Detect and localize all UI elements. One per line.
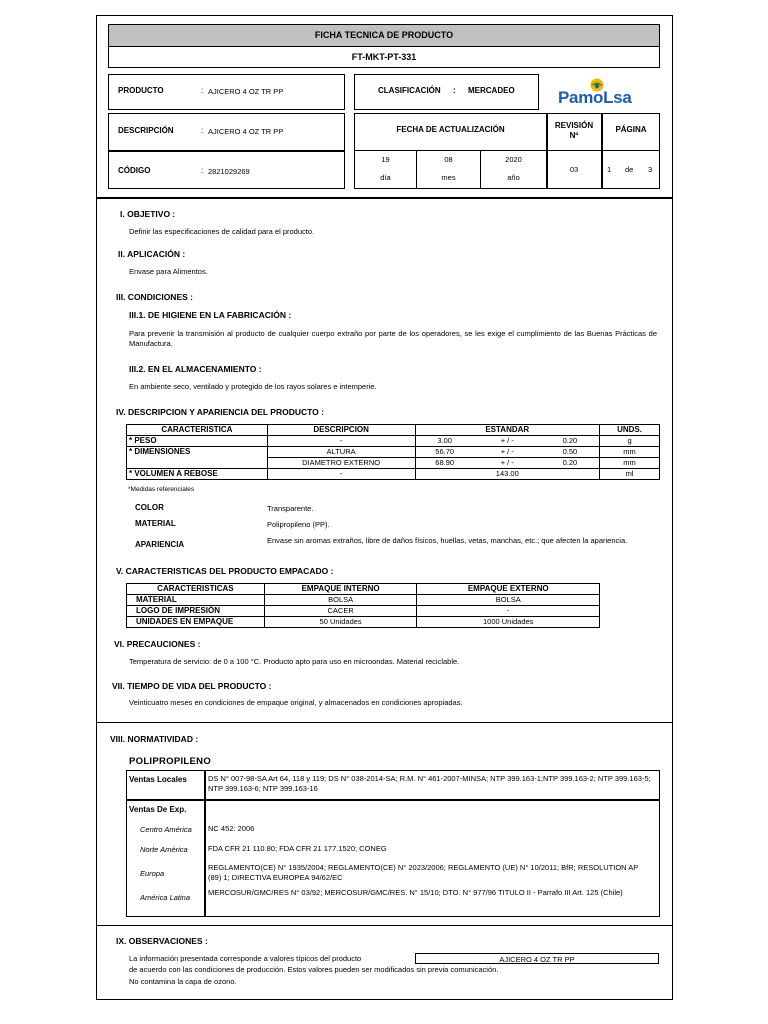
- spec-tolerancia: 0.20: [541, 436, 600, 447]
- color-label: COLOR: [135, 503, 164, 512]
- material-label: MATERIAL: [135, 519, 176, 528]
- observaciones-line1: La información presentada corresponde a valores típicos del producto: [129, 954, 362, 963]
- spec-valor: 3.00: [415, 436, 474, 447]
- section-tiempo-vida-title: VII. TIEMPO DE VIDA DEL PRODUCTO :: [112, 681, 272, 691]
- packaging-caracteristica: LOGO DE IMPRESIÓN: [127, 606, 265, 617]
- spec-valor: 143.00: [415, 469, 600, 480]
- spec-header-descripcion: DESCRIPCION: [267, 425, 415, 436]
- packaging-interno: 50 Unidades: [264, 617, 417, 628]
- material-value: Polipropileno (PP).: [267, 520, 330, 529]
- normatividad-exp-divider: [204, 800, 206, 917]
- page-total: 3: [648, 165, 653, 174]
- revision-label-no: Nº: [569, 131, 579, 140]
- fecha-mes-label: mes: [441, 173, 456, 182]
- table-row: [127, 606, 600, 617]
- section-higiene-text: Para prevenir la transmisión al producto de cualquier cuerpo extraño por parte de los operadores, se les exige el cumplimiento de las Buenas Prácticas de Manufactura.: [129, 329, 657, 348]
- codigo-colon: :: [201, 166, 204, 175]
- descripcion-value: AJICERO 4 OZ TR PP: [208, 127, 284, 136]
- packaging-table: [126, 583, 600, 628]
- pamolsa-logo: [556, 76, 640, 108]
- section-divider: [96, 722, 673, 723]
- region-america-latina: América Latina: [140, 893, 191, 902]
- apariencia-label: APARIENCIA: [135, 540, 185, 549]
- header-divider: [96, 197, 673, 199]
- spec-unidad: g: [600, 436, 660, 447]
- spec-descripcion: ALTURA: [267, 447, 415, 458]
- normatividad-locales-divider: [204, 770, 206, 800]
- spec-unidad: mm: [600, 447, 660, 458]
- spec-descripcion: -: [267, 436, 415, 447]
- spec-valor: 56.70: [415, 447, 474, 458]
- producto-value: AJICERO 4 OZ TR PP: [208, 87, 284, 96]
- ventas-locales-label: Ventas Locales: [129, 775, 187, 784]
- observaciones-line2: de acuerdo con las condiciones de producción. Estos valores pueden ser modificados sin previa comunicación.: [129, 965, 499, 974]
- table-row: [127, 617, 600, 628]
- spec-caracteristica: [127, 458, 268, 469]
- spec-tolerancia: 0.50: [541, 447, 600, 458]
- section-higiene-title: III.1. DE HIGIENE EN LA FABRICACIÓN :: [129, 310, 292, 320]
- color-value: Transparente.: [267, 504, 314, 513]
- fecha-hline-right: [546, 150, 660, 151]
- page-number: 1: [607, 165, 612, 174]
- codigo-label: CÓDIGO: [118, 166, 151, 175]
- fecha-anio-label: año: [507, 173, 520, 182]
- normatividad-exp-box: [126, 800, 660, 917]
- clasificacion-label: CLASIFICACIÓN: [378, 86, 441, 95]
- section-aplicacion-text: Envase para Alimentos.: [129, 267, 208, 276]
- packaging-interno: CACER: [264, 606, 417, 617]
- spec-unidad: mm: [600, 458, 660, 469]
- producto-label: PRODUCTO: [118, 86, 164, 95]
- section-almacenamiento-text: En ambiente seco, ventilado y protegido de los rayos solares e intemperie.: [129, 382, 377, 391]
- fecha-anio: 2020: [505, 155, 522, 164]
- spec-caracteristica: * DIMENSIONES: [127, 447, 268, 458]
- product-spec-table: [126, 424, 660, 480]
- observaciones-line3: No contamina la capa de ozono.: [129, 977, 237, 986]
- packaging-header-caracteristicas: CARACTERISTICAS: [127, 584, 265, 595]
- spec-descripcion: -: [267, 469, 415, 480]
- page-de: de: [625, 165, 634, 174]
- spec-header-unds: UNDS.: [600, 425, 660, 436]
- apariencia-value: Envase sin aromas extraños, libre de daños físicos, huellas, vetas, manchas, etc.; que afecten la apariencia.: [267, 536, 628, 545]
- norm-centro-america: NC 452: 2006: [208, 824, 255, 833]
- section-precauciones-title: VI. PRECAUCIONES :: [114, 639, 201, 649]
- spec-header-estandar: ESTANDAR: [415, 425, 600, 436]
- packaging-interno: BOLSA: [264, 595, 417, 606]
- document-code: FT-MKT-PT-331: [351, 52, 417, 62]
- fecha-mes: 08: [444, 155, 453, 164]
- table-row: [127, 436, 660, 447]
- spec-descripcion: DIAMETRO EXTERNO: [267, 458, 415, 469]
- norm-america-latina: MERCOSUR/GMC/RES N° 03/92; MERCOSUR/GMC/RES. N° 15/10; DTO. N° 977/96 TITULO II - Parrafo III Art. 125 (Chile): [208, 888, 623, 897]
- revision-value: 03: [569, 165, 579, 174]
- packaging-externo: 1000 Unidades: [417, 617, 600, 628]
- codigo-value: 2821029269: [208, 167, 250, 176]
- revision-label: REVISIÓN: [554, 121, 594, 130]
- observaciones-product: AJICERO 4 OZ TR PP: [415, 953, 659, 964]
- clasificacion-value: MERCADEO: [468, 86, 515, 95]
- spec-note: *Medidas referenciales: [128, 486, 195, 493]
- region-centro-america: Centro América: [140, 825, 192, 834]
- fecha-hline: [354, 150, 546, 151]
- ventas-locales-value: DS N° 007-98-SA Art 64, 118 y 119; DS N° 038-2014-SA; R.M. N° 461-2007-MINSA; NTP 399.163-1;NTP 399.163-2; NTP 399.163-5; NTP 399.163-6; NTP 399.163-16: [208, 774, 651, 793]
- region-norte-america: Norte América: [140, 845, 188, 854]
- section-empacado-title: V. CARACTERISTICAS DEL PRODUCTO EMPACADO :: [116, 566, 334, 576]
- section-objetivo-title: I. OBJETIVO :: [120, 209, 176, 219]
- fecha-dia-label: día: [380, 173, 391, 182]
- document-title: FICHA TECNICA DE PRODUCTO: [109, 25, 659, 47]
- packaging-caracteristica: UNIDADES EN EMPAQUE: [127, 617, 265, 628]
- packaging-header-row: [127, 584, 600, 595]
- spec-tolerancia: 0.20: [541, 458, 600, 469]
- section-aplicacion-title: II. APLICACIÓN :: [118, 249, 186, 259]
- spec-tolerancia-signo: + / -: [474, 436, 541, 447]
- spec-valor: 68.90: [415, 458, 474, 469]
- section-almacenamiento-title: III.2. EN EL ALMACENAMIENTO :: [129, 364, 262, 374]
- section-normatividad-title: VIII. NORMATIVIDAD :: [110, 734, 199, 744]
- table-row: [127, 458, 660, 469]
- region-europa: Europa: [140, 869, 165, 878]
- producto-colon: :: [201, 86, 204, 95]
- spec-caracteristica: * PESO: [127, 436, 268, 447]
- normatividad-material: POLIPROPILENO: [129, 756, 212, 767]
- fecha-label: FECHA DE ACTUALIZACIÓN: [396, 125, 505, 134]
- descripcion-colon: :: [201, 126, 204, 135]
- section-condiciones-title: III. CONDICIONES :: [116, 292, 193, 302]
- packaging-caracteristica: MATERIAL: [127, 595, 265, 606]
- spec-caracteristica: * VOLUMEN A REBOSE: [127, 469, 268, 480]
- section-precauciones-text: Temperatura de servicio: de 0 a 100 °C. Producto apto para uso en microondas. Material reciclable.: [129, 657, 460, 666]
- section-tiempo-vida-text: Veinticuatro meses en condiciones de empaque original, y almacenados en condiciones apropiadas.: [129, 698, 463, 707]
- packaging-header-externo: EMPAQUE EXTERNO: [417, 584, 600, 595]
- spec-tolerancia-signo: + / -: [474, 458, 541, 469]
- table-row: [127, 447, 660, 458]
- section-descripcion-title: IV. DESCRIPCION Y APARIENCIA DEL PRODUCTO :: [116, 407, 324, 417]
- pamolsa-logo-text: PamoLsa: [558, 88, 632, 107]
- table-row: [127, 595, 600, 606]
- norm-europa: REGLAMENTO(CE) N° 1935/2004; REGLAMENTO(CE) N° 2023/2006; REGLAMENTO (UE) N° 10/2011; BfR; RESOLUTION AP (89) 1; DIRECTIVA EUROPEA 94/62/EC: [208, 863, 639, 882]
- descripcion-divider: [108, 150, 345, 152]
- norm-norte-america: FDA CFR 21 110.80; FDA CFR 21 177.1520; CONEG: [208, 844, 387, 853]
- packaging-externo: -: [417, 606, 600, 617]
- spec-header-row: [127, 425, 660, 436]
- spec-header-caracteristica: CARACTERISTICA: [127, 425, 268, 436]
- section-objetivo-text: Definir las especificaciones de calidad para el producto.: [129, 227, 315, 236]
- clasificacion-colon: :: [453, 86, 456, 95]
- fecha-dia: 19: [381, 155, 390, 164]
- section-observaciones-title: IX. OBSERVACIONES :: [116, 936, 208, 946]
- ventas-exp-label: Ventas De Exp.: [129, 805, 187, 814]
- table-row: [127, 469, 660, 480]
- packaging-header-interno: EMPAQUE INTERNO: [264, 584, 417, 595]
- pagina-label: PÁGINA: [615, 125, 647, 134]
- descripcion-label: DESCRIPCIÓN: [118, 126, 174, 135]
- spec-unidad: ml: [600, 469, 660, 480]
- packaging-externo: BOLSA: [417, 595, 600, 606]
- spec-tolerancia-signo: + / -: [474, 447, 541, 458]
- section-divider: [96, 925, 673, 926]
